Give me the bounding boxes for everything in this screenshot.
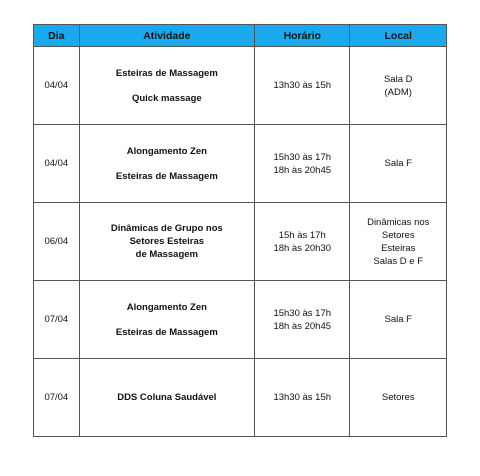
local-line: (ADM): [384, 86, 412, 98]
atividade-line: Alongamento Zen: [126, 145, 207, 157]
atividade-line: DDS Coluna Saudável: [117, 392, 217, 403]
header-dia: Dia: [34, 25, 80, 47]
cell-horario: [255, 125, 350, 203]
atividade-line: Setores Esteiras: [129, 236, 205, 247]
local-line: Sala D: [383, 73, 413, 85]
atividade-line: Esteiras de Massagem: [115, 326, 218, 338]
cell-atividade: [79, 203, 254, 281]
table-header-row: [34, 25, 447, 47]
cell-dia: 07/04: [34, 359, 80, 437]
cell-atividade: [79, 359, 254, 437]
atividade-line: Dinâmicas de Grupo nos: [110, 223, 223, 234]
horario-line: 15h30 às 17h: [273, 151, 332, 163]
horario-line: 15h30 às 17h: [273, 307, 332, 319]
schedule-table: [33, 24, 447, 437]
cell-horario: [255, 47, 350, 125]
horario-line: 18h às 20h45: [273, 320, 332, 332]
horario-line: 13h30 às 15h: [273, 80, 332, 91]
table-row: [34, 281, 447, 359]
horario-line: 15h às 17h: [278, 229, 326, 241]
cell-local: [350, 359, 447, 437]
header-horario: Horário: [255, 25, 350, 47]
cell-dia: 06/04: [34, 203, 80, 281]
atividade-line: Quick massage: [131, 92, 202, 104]
cell-dia: 04/04: [34, 47, 80, 125]
local-line: Sala F: [384, 314, 412, 325]
table-row: [34, 203, 447, 281]
cell-horario: [255, 359, 350, 437]
local-line: Esteiras: [381, 242, 416, 254]
local-line: Setores: [381, 229, 415, 241]
cell-atividade: [79, 281, 254, 359]
atividade-line: Esteiras de Massagem: [115, 67, 218, 79]
local-line: Dinâmicas nos: [367, 216, 430, 228]
cell-horario: [255, 203, 350, 281]
horario-line: 18h às 20h30: [273, 242, 332, 254]
table-row: [34, 359, 447, 437]
horario-line: 18h às 20h45: [273, 164, 332, 176]
atividade-line: Esteiras de Massagem: [115, 170, 218, 182]
cell-dia: 04/04: [34, 125, 80, 203]
cell-atividade: [79, 47, 254, 125]
cell-local: [350, 203, 447, 281]
table-row: [34, 47, 447, 125]
cell-local: [350, 281, 447, 359]
local-line: Sala F: [384, 158, 412, 169]
local-line: Salas D e F: [373, 255, 424, 267]
header-atividade: Atividade: [79, 25, 254, 47]
cell-local: [350, 125, 447, 203]
atividade-line: de Massagem: [135, 249, 198, 260]
horario-line: 13h30 às 15h: [273, 392, 332, 403]
local-line: Setores: [381, 392, 415, 403]
header-local: Local: [350, 25, 447, 47]
cell-atividade: [79, 125, 254, 203]
cell-dia: 07/04: [34, 281, 80, 359]
cell-local: [350, 47, 447, 125]
table-row: [34, 125, 447, 203]
atividade-line: Alongamento Zen: [126, 301, 207, 313]
cell-horario: [255, 281, 350, 359]
